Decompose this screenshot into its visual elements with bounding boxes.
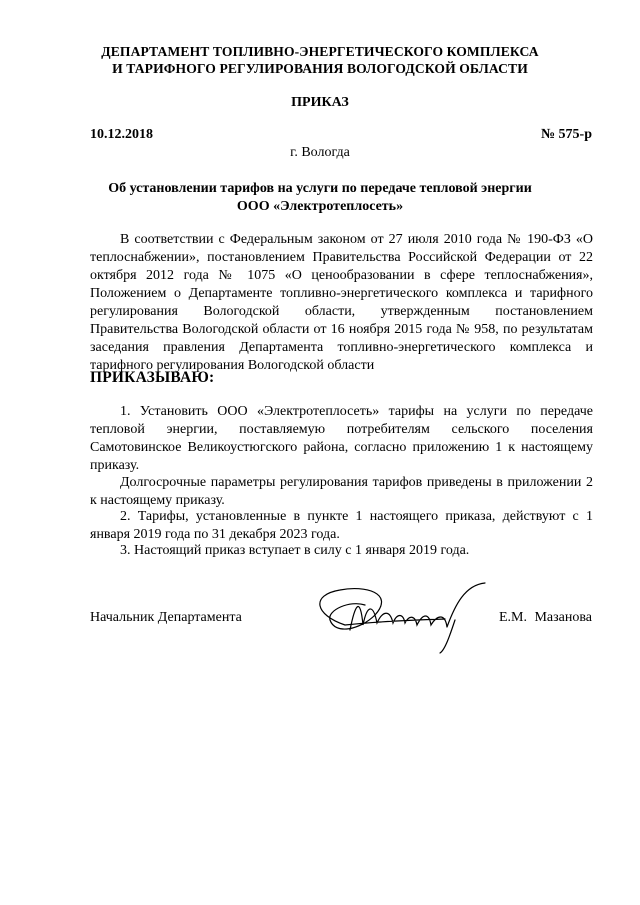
order-item-1-note: Долгосрочные параметры регулирования тарифов приведены в приложении 2 к настоящему приказу. [90,475,593,508]
department-name-line1: ДЕПАРТАМЕНТ ТОПЛИВНО-ЭНЕРГЕТИЧЕСКОГО КОМПЛЕКСА [101,44,539,59]
order-item-1: 1. Установить ООО «Электротеплосеть» тарифы на услуги по передаче тепловой энергии, поставляемую потребителям сельского поселения Самотовинское Великоустюгского района, согласно приложению 1 к настоящему приказу. [90,404,593,473]
handwritten-signature [305,575,505,655]
document-date: 10.12.2018 [90,127,153,142]
order-item-2: 2. Тарифы, установленные в пункте 1 настоящего приказа, действуют с 1 января 2019 года по 31 декабря 2023 года. [90,509,593,542]
document-number: № 575-р [540,127,592,142]
signatory-position: Начальник Департамента [90,610,242,625]
subject-line2: ООО «Электротеплосеть» [236,199,404,214]
subject-line1: Об установлении тарифов на услуги по передаче тепловой энергии [108,181,532,196]
decree-word: ПРИКАЗЫВАЮ: [90,369,215,386]
department-name-line2: И ТАРИФНОГО РЕГУЛИРОВАНИЯ ВОЛОГОДСКОЙ ОБЛАСТИ [112,61,528,76]
document-city: г. Вологда [290,145,350,160]
order-item-3: 3. Настоящий приказ вступает в силу с 1 января 2019 года. [120,543,470,558]
preamble-paragraph: В соответствии с Федеральным законом от 27 июля 2010 года № 190-ФЗ «О теплоснабжении», постановлением Правительства Российской Федерации от 22 октября 2012 года № 1075 «О ценообразовании в сфере теплоснабжения», Положением о Департаменте топливно-энергетического комплекса и тарифного регулирования Вологодской области, утвержденным постановлением Правительства Вологодской области от 16 ноября 2015 года № 958, по результатам заседания правления Департамента топливно-энергетического комплекса и тарифного регулирования Вологодской области [90,232,593,373]
document-type: ПРИКАЗ [291,95,349,110]
signatory-name: Е.М. Мазанова [498,610,592,625]
